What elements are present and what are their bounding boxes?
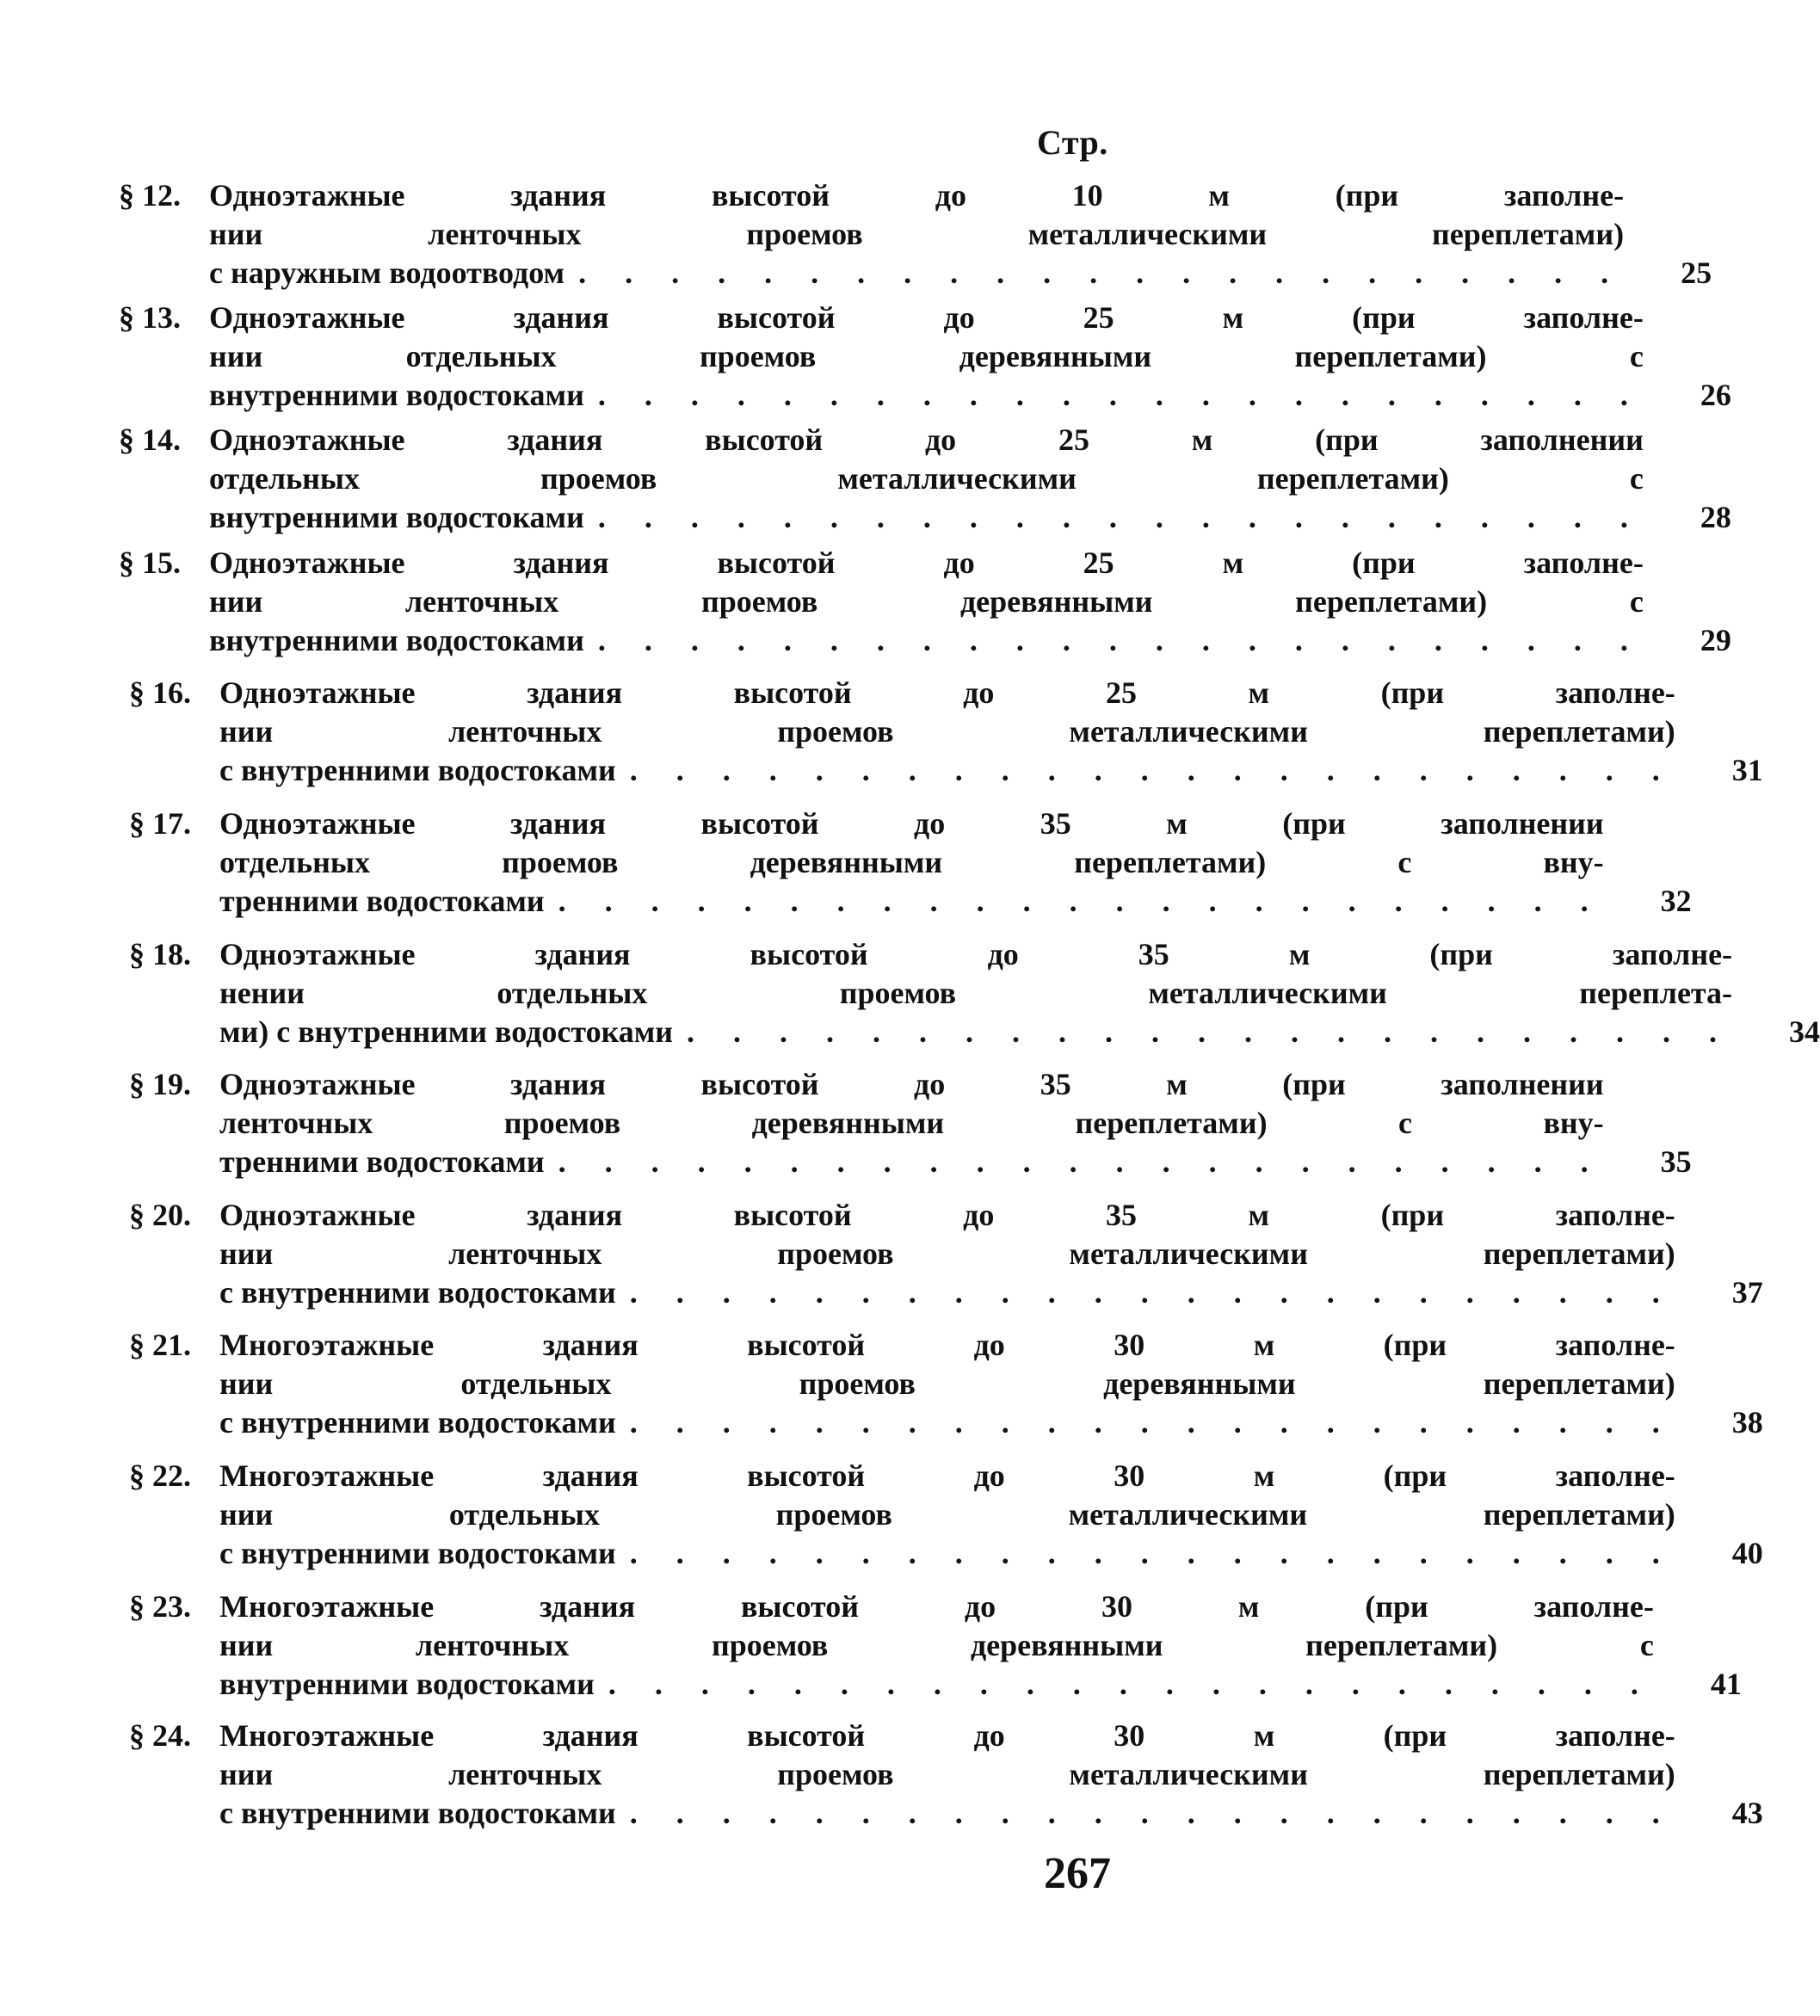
toc-entry-line: [219, 751, 1675, 790]
toc-entry-line: нии отдельных проемов деревянными переплетами): [219, 1366, 1675, 1401]
toc-entry: [129, 1588, 1742, 1704]
toc-entry-line: нении отдельных проемов металлическими переплета-: [219, 976, 1733, 1010]
toc-section-number: § 15.: [119, 546, 181, 580]
toc-entry: [129, 935, 1820, 1051]
dot-leader: . . . . . . . . . . . . . . . . . . . . . . .: [629, 1536, 1675, 1570]
toc-entry-line-text: внутренними водостоками: [209, 378, 584, 412]
toc-section-number: § 23.: [129, 1589, 191, 1624]
toc-entry-line-text: внутренними водостоками: [219, 1667, 595, 1701]
toc-entry: [129, 1326, 1763, 1442]
toc-entry-line: [219, 1273, 1675, 1312]
toc-entry: [129, 1065, 1692, 1181]
toc-entry-title: [209, 299, 1644, 415]
toc-entry-line: Многоэтажные здания высотой до 30 м (при заполне-: [219, 1718, 1675, 1753]
toc-section-number: § 18.: [129, 937, 191, 971]
toc-section-number: § 22.: [129, 1458, 191, 1493]
toc-entry-line: нии ленточных проемов деревянными переплетами) с: [209, 584, 1644, 619]
toc-section-number: § 16.: [129, 675, 191, 710]
toc-entry-line-text: с внутренними водостоками: [219, 1536, 616, 1570]
toc-entry-title: [219, 1196, 1675, 1312]
toc-entry-line: нии ленточных проемов металлическими переплетами): [219, 1236, 1675, 1271]
toc-entry: [129, 674, 1763, 790]
toc-entry-title: [219, 674, 1675, 790]
toc-entry-line: Одноэтажные здания высотой до 35 м (при заполнении: [219, 806, 1604, 841]
toc-entry-line: нии отдельных проемов деревянными переплетами) с: [209, 339, 1644, 373]
toc-entry-line: отдельных проемов металлическими переплетами) с: [209, 461, 1644, 496]
toc-entry-line: нии отдельных проемов металлическими переплетами): [219, 1497, 1675, 1532]
toc-entry-line-text: с внутренними водостоками: [219, 1796, 616, 1830]
toc-section-number: § 14.: [119, 422, 181, 457]
dot-leader: . . . . . . . . . . . . . . . . . . . . . . .: [629, 1796, 1675, 1830]
dot-leader: . . . . . . . . . . . . . . . . . . . . . . .: [597, 623, 1644, 657]
toc-entry-line: [219, 1143, 1604, 1181]
dot-leader: . . . . . . . . . . . . . . . . . . . . . . .: [558, 1144, 1604, 1179]
toc-entry: [119, 421, 1731, 537]
toc-section-number: § 24.: [129, 1718, 191, 1753]
toc-entry-line-text: с внутренними водостоками: [219, 753, 616, 787]
dot-leader: . . . . . . . . . . . . . . . . . . . . . . .: [629, 1275, 1675, 1310]
toc-entry-title: [219, 1457, 1675, 1573]
toc-entry-line: [209, 621, 1644, 660]
toc-entry-line-text: с наружным водоотводом: [209, 256, 565, 290]
toc-entry-line: [219, 1013, 1732, 1051]
toc-page-number: 38: [1731, 1405, 1763, 1440]
toc-entry-line: Одноэтажные здания высотой до 25 м (при заполне-: [219, 675, 1675, 710]
toc-entry-title: [209, 176, 1624, 293]
toc-entry: [119, 299, 1731, 415]
toc-entry-line-text: ми) с внутренними водостоками: [219, 1014, 674, 1049]
toc-entry-line-text: тренними водостоками: [219, 1144, 545, 1179]
toc-entry-line: [219, 1665, 1654, 1704]
toc-entry-line: [219, 1534, 1675, 1573]
toc-entry-line: Одноэтажные здания высотой до 35 м (при заполнении: [219, 1067, 1604, 1101]
toc-entry-title: [219, 1717, 1675, 1833]
toc-entry-line: отдельных проемов деревянными переплетами) с вну-: [219, 845, 1604, 879]
toc-entry-title: [219, 1588, 1654, 1704]
toc-page-number: 26: [1700, 378, 1731, 412]
toc-entry-line-text: с внутренними водостоками: [219, 1275, 616, 1310]
toc-entry-line: Многоэтажные здания высотой до 30 м (при заполне-: [219, 1589, 1654, 1624]
toc-entry-line: нии ленточных проемов деревянными переплетами) с: [219, 1628, 1654, 1662]
toc-entry-line: Одноэтажные здания высотой до 25 м (при заполнении: [209, 422, 1644, 457]
toc-entry-line: [209, 376, 1644, 415]
dot-leader: . . . . . . . . . . . . . . . . . . . . . . .: [629, 1405, 1675, 1440]
toc-entry-line: Одноэтажные здания высотой до 10 м (при заполне-: [209, 178, 1625, 213]
toc-entry-line: Многоэтажные здания высотой до 30 м (при заполне-: [219, 1328, 1675, 1362]
toc-section-number: § 21.: [129, 1328, 191, 1362]
toc-entry: [129, 805, 1692, 921]
toc-entry-line: Одноэтажные здания высотой до 35 м (при заполне-: [219, 937, 1733, 971]
toc-entry-line: ленточных проемов деревянными переплетами) с вну-: [219, 1106, 1604, 1140]
toc-entry-title: [209, 421, 1644, 537]
dot-leader: . . . . . . . . . . . . . . . . . . . . . . .: [608, 1667, 1654, 1701]
toc-page-number: 28: [1700, 500, 1731, 534]
dot-leader: . . . . . . . . . . . . . . . . . . . . . . .: [597, 500, 1644, 534]
toc-entry-line-text: тренними водостоками: [219, 884, 545, 918]
toc-entry-line: [219, 1403, 1675, 1442]
toc-entry: [129, 1717, 1763, 1833]
toc-entry-title: [219, 805, 1604, 921]
page-number: 267: [1044, 1849, 1111, 1898]
toc-page-number: 41: [1710, 1667, 1742, 1701]
toc-entry: [129, 1457, 1763, 1573]
toc-section-number: § 13.: [119, 300, 181, 335]
toc-section-number: § 12.: [119, 178, 181, 213]
toc-entry-title: [209, 544, 1644, 660]
toc-entry-title: [219, 1065, 1604, 1181]
toc-page-number: 31: [1731, 753, 1763, 787]
toc-page-number: 43: [1731, 1796, 1763, 1830]
toc-entry-line-text: с внутренними водостоками: [219, 1405, 616, 1440]
toc-page-number: 37: [1731, 1275, 1763, 1310]
toc-entry-line: Многоэтажные здания высотой до 30 м (при заполне-: [219, 1458, 1675, 1493]
dot-leader: . . . . . . . . . . . . . . . . . . . . . . .: [558, 884, 1604, 918]
toc-page-number: 40: [1731, 1536, 1763, 1570]
toc-section-number: § 19.: [129, 1067, 191, 1101]
toc-page-number: 29: [1700, 623, 1731, 657]
toc-page-number: 34: [1789, 1014, 1820, 1049]
toc-entry: [119, 544, 1731, 660]
toc-entry-line: [219, 882, 1604, 921]
toc-entry-line: Одноэтажные здания высотой до 25 м (при заполне-: [209, 546, 1644, 580]
toc-entry: [119, 176, 1712, 293]
toc-entry: [129, 1196, 1763, 1312]
toc-section-number: § 17.: [129, 806, 191, 841]
toc-entry-line-text: внутренними водостоками: [209, 623, 584, 657]
toc-entry-line: нии ленточных проемов металлическими переплетами): [209, 217, 1625, 251]
toc-section-number: § 20.: [129, 1198, 191, 1232]
toc-entry-line: Одноэтажные здания высотой до 25 м (при заполне-: [209, 300, 1644, 335]
toc-entry-line: Одноэтажные здания высотой до 35 м (при заполне-: [219, 1198, 1675, 1232]
dot-leader: . . . . . . . . . . . . . . . . . . . . . . .: [578, 256, 1625, 290]
page-column-header: Стр.: [1037, 123, 1108, 162]
dot-leader: . . . . . . . . . . . . . . . . . . . . . . .: [629, 753, 1675, 787]
toc-entry-title: [219, 1326, 1675, 1442]
toc-page-number: 32: [1660, 884, 1692, 918]
toc-page-number: 35: [1660, 1144, 1692, 1179]
toc-entry-line-text: внутренними водостоками: [209, 500, 584, 534]
toc-entry-line: [219, 1794, 1675, 1833]
toc-entry-line: нии ленточных проемов металлическими переплетами): [219, 1757, 1675, 1791]
toc-page-number: 25: [1681, 256, 1712, 290]
toc-entry-title: [219, 935, 1732, 1051]
toc-entry-line: [209, 254, 1624, 293]
toc-entry-line: нии ленточных проемов металлическими переплетами): [219, 714, 1675, 749]
dot-leader: . . . . . . . . . . . . . . . . . . . . . . .: [687, 1014, 1733, 1049]
dot-leader: . . . . . . . . . . . . . . . . . . . . . . .: [597, 378, 1644, 412]
toc-entry-line: [209, 498, 1644, 537]
